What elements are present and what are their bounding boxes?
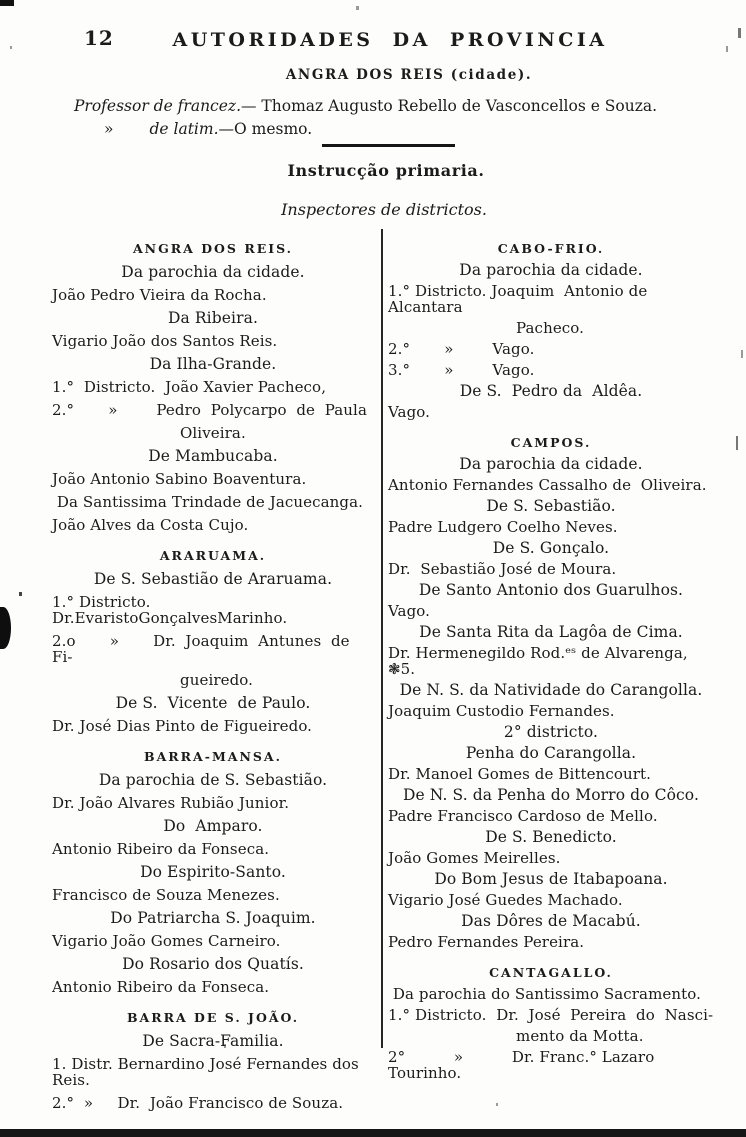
- city-subtitle: ANGRA DOS REIS (cidade).: [285, 67, 533, 83]
- inspector-name: Vigario João Gomes Carneiro.: [52, 932, 281, 950]
- page-bottom-scan-edge: [0, 1129, 746, 1137]
- parish-heading: De N. S. da Penha do Morro do Côco.: [402, 786, 699, 804]
- parish-heading: De S. Benedicto.: [485, 828, 617, 846]
- inspector-name: Dr. Hermenegildo Rod.ᵉˢ de Alvarenga, ❃5.: [388, 644, 693, 678]
- professor-line-latin: [104, 120, 312, 138]
- inspector-name: Dr. Manoel Gomes de Bittencourt.: [388, 765, 652, 783]
- inspector-name: Dr. João Alvares Rubião Junior.: [52, 794, 290, 812]
- inspector-name: Vago.: [388, 403, 431, 421]
- professor-label: Professor de francez.—: [74, 97, 257, 115]
- continuation-line: mento da Motta.: [516, 1027, 644, 1045]
- parish-heading: Da parochia do Santissimo Sacramento.: [388, 985, 702, 1003]
- district-entry: 1.° Districto. João Xavier Pacheco,: [52, 378, 327, 396]
- scan-speck: [10, 46, 12, 49]
- parish-heading: Da parochia de S. Sebastião.: [98, 771, 328, 789]
- page-number: 12: [84, 26, 114, 50]
- scan-speck: [356, 6, 359, 10]
- page-title: AUTORIDADES DA PROVINCIA: [172, 29, 608, 51]
- district-entry: 2° » Dr. Franc.° Lazaro Tourinho.: [388, 1048, 660, 1082]
- inspector-name: Dr. José Dias Pinto de Figueiredo.: [52, 717, 313, 735]
- scan-speck: [736, 436, 738, 450]
- parish-heading: De Mambucaba.: [148, 447, 278, 465]
- district-entry: 2.° » Dr. João Francisco de Souza.: [52, 1094, 344, 1112]
- ink-dot-artifact: [19, 592, 22, 596]
- district-subheading: 2° districto.: [503, 723, 599, 741]
- section-heading: BARRA DE S. JOÃO.: [126, 1010, 300, 1025]
- parish-heading: Do Patriarcha S. Joaquim.: [110, 909, 316, 927]
- inspector-name: Dr. Sebastião José de Moura.: [388, 560, 617, 578]
- inspector-name: Antonio Fernandes Cassalho de Oliveira.: [388, 476, 707, 494]
- district-entry: 1. Distr. Bernardino José Fernandes dos Reis.: [52, 1055, 364, 1089]
- parish-heading: Do Bom Jesus de Itabapoana.: [434, 870, 668, 888]
- parish-heading: Da parochia da cidade.: [459, 261, 643, 279]
- district-entry: 2.° » Vago.: [388, 340, 535, 358]
- district-entry: 2.o » Dr. Joaquim Antunes de Fi-: [52, 632, 360, 666]
- inspector-name: Joaquim Custodio Fernandes.: [388, 702, 615, 720]
- parish-heading: Da parochia da cidade.: [459, 455, 643, 473]
- inspector-name: Antonio Ribeiro da Fonseca.: [52, 978, 270, 996]
- inspector-name: Vago.: [388, 602, 431, 620]
- scan-speck: [496, 1103, 498, 1106]
- parish-heading: De Sacra-Familia.: [142, 1032, 284, 1050]
- parish-heading: De Santa Rita da Lagôa de Cima.: [419, 623, 683, 641]
- parish-heading: Do Espirito-Santo.: [140, 863, 286, 881]
- parish-heading: De N. S. da Natividade do Carangolla.: [399, 681, 703, 699]
- continuation-line: Oliveira.: [180, 424, 246, 442]
- ink-blob-artifact: [0, 607, 11, 649]
- parish-heading: De S. Sebastião.: [486, 497, 616, 515]
- left-column: [52, 226, 374, 1111]
- instruction-heading: Instrucção primaria.: [287, 161, 485, 180]
- inspector-name: Antonio Ribeiro da Fonseca.: [52, 840, 270, 858]
- inspector-name: João Alves da Costa Cujo.: [52, 516, 249, 534]
- district-entry: 2.° » Pedro Polycarpo de Paula: [52, 401, 367, 419]
- professor-name: Thomaz Augusto Rebello de Vasconcellos e Souza.: [256, 97, 658, 115]
- inspectors-subheading: Inspectores de districtos.: [281, 200, 487, 219]
- district-entry: 3.° » Vago.: [388, 361, 535, 379]
- ditto-mark: »: [104, 120, 114, 138]
- section-heading: ARARUAMA.: [159, 548, 267, 563]
- section-heading: BARRA-MANSA.: [144, 749, 282, 764]
- parish-heading: De S. Gonçalo.: [492, 539, 610, 557]
- section-heading: CANTAGALLO.: [489, 965, 613, 980]
- parish-heading: Da parochia da cidade.: [121, 263, 305, 281]
- parish-heading: Da Ilha-Grande.: [149, 355, 277, 373]
- parish-heading: Penha do Carangolla.: [465, 744, 637, 762]
- inspector-name: Padre Francisco Cardoso de Mello.: [388, 807, 658, 825]
- parish-heading: De S. Pedro da Aldêa.: [459, 382, 643, 400]
- inspector-name: João Pedro Vieira da Rocha.: [52, 286, 267, 304]
- continuation-line: Pacheco.: [516, 319, 585, 337]
- section-divider-rule: [322, 144, 455, 147]
- professor-label: de latim.: [149, 120, 219, 138]
- parish-heading: Da Ribeira.: [168, 309, 258, 327]
- section-heading: ANGRA DOS REIS.: [132, 241, 294, 256]
- parish-heading: De S. Vicente de Paulo.: [115, 694, 311, 712]
- district-entry: 1.° Districto. Dr. José Pereira do Nasci-: [388, 1006, 714, 1024]
- parish-heading: Do Amparo.: [163, 817, 263, 835]
- professor-line-french: [74, 97, 657, 115]
- section-heading: CAMPOS.: [510, 435, 592, 450]
- inspector-name: Vigario João dos Santos Reis.: [52, 332, 278, 350]
- parish-heading: Das Dôres de Macabú.: [461, 912, 641, 930]
- district-entry: 1.° Districto. Joaquim Antonio de Alcantara: [388, 282, 658, 316]
- professor-name: —O mesmo.: [218, 120, 313, 138]
- column-divider-rule: [381, 229, 383, 1048]
- inspector-name: João Gomes Meirelles.: [388, 849, 561, 867]
- parish-heading: Do Rosario dos Quatís.: [122, 955, 304, 973]
- district-entry: 1.° Districto. Dr.EvaristoGonçalvesMarinho.: [52, 593, 288, 627]
- right-column: [388, 226, 714, 1081]
- inspector-name: Pedro Fernandes Pereira.: [388, 933, 585, 951]
- inspector-name: Padre Ludgero Coelho Neves.: [388, 518, 618, 536]
- inspector-name: Francisco de Souza Menezes.: [52, 886, 280, 904]
- parish-heading: De Santo Antonio dos Guarulhos.: [418, 581, 684, 599]
- parish-heading: Da Santissima Trindade de Jacuecanga.: [52, 493, 364, 511]
- parish-heading: De S. Sebastião de Araruama.: [93, 570, 333, 588]
- scan-edge-artifact: [0, 0, 14, 6]
- inspector-name: Vigario José Guedes Machado.: [388, 891, 623, 909]
- inspector-name: João Antonio Sabino Boaventura.: [52, 470, 307, 488]
- continuation-line: gueiredo.: [180, 671, 254, 689]
- scan-speck: [741, 350, 743, 358]
- section-heading: CABO-FRIO.: [497, 241, 605, 256]
